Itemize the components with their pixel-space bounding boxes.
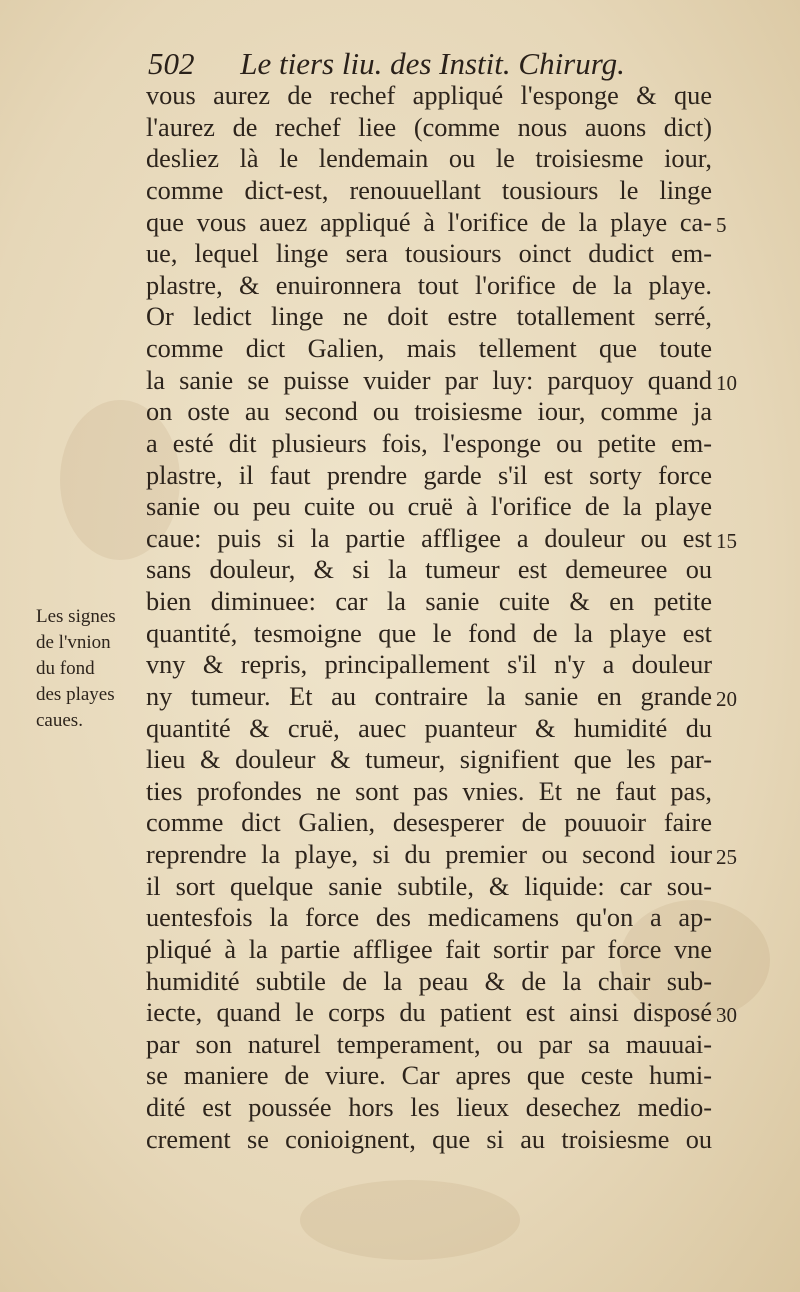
line-number: 25 bbox=[716, 845, 737, 870]
text-line: plastre, il faut prendre garde s'il est sorty force bbox=[146, 460, 712, 490]
text-line: la sanie se puisse vuider par luy: parquoy quand bbox=[146, 365, 712, 395]
text-line: quantité, tesmoigne que le fond de la playe est bbox=[146, 618, 712, 648]
folio-number: 502 bbox=[148, 46, 195, 81]
text-line: vny & repris, principallement s'il n'y a douleur bbox=[146, 650, 712, 680]
text-line: sans douleur, & si la tumeur est demeuree ou bbox=[146, 555, 712, 585]
line-number: 10 bbox=[716, 370, 737, 395]
margin-note-line: de l'vnion bbox=[36, 632, 111, 653]
text-line: pliqué à la partie affligee fait sortir par force vne bbox=[146, 934, 712, 964]
margin-note bbox=[36, 604, 146, 734]
line-number: 15 bbox=[716, 528, 737, 553]
text-line: caue: puis si la partie affligee a douleur ou est bbox=[146, 523, 712, 553]
text-line: bien diminuee: car la sanie cuite & en petite bbox=[146, 587, 712, 616]
text-line: il sort quelque sanie subtile, & liquide: car sou- bbox=[146, 871, 712, 901]
text-line: Or ledict linge ne doit estre totallement serré, bbox=[146, 302, 712, 332]
text-line: vous aurez de rechef appliqué l'esponge & que bbox=[146, 81, 712, 110]
line-number: 30 bbox=[716, 1003, 737, 1028]
line-number: 5 bbox=[716, 212, 727, 237]
text-line: par son naturel temperament, ou par sa mauuai- bbox=[146, 1029, 712, 1059]
text-line: ties profondes ne sont pas vnies. Et ne faut pas, bbox=[146, 776, 712, 806]
margin-note-line: caues. bbox=[36, 710, 83, 731]
text-line: a esté dit plusieurs fois, l'esponge ou petite em- bbox=[146, 428, 712, 458]
text-line: dité est poussée hors les lieux desechez medio- bbox=[146, 1093, 712, 1122]
text-line: reprendre la playe, si du premier ou second iour bbox=[146, 840, 712, 869]
text-line: crement se conioignent, que si au troisiesme ou bbox=[146, 1124, 712, 1154]
text-line: comme dict Galien, mais tellement que toute bbox=[146, 334, 712, 363]
text-line: plastre, & enuironnera tout l'orifice de la playe. bbox=[146, 270, 712, 300]
text-line: uentesfois la force des medicamens qu'on a ap- bbox=[146, 903, 712, 933]
text-line: se maniere de viure. Car apres que ceste humi- bbox=[146, 1061, 712, 1091]
text-line: desliez là le lendemain ou le troisiesme iour, bbox=[146, 144, 712, 174]
text-line: ue, lequel linge sera tousiours oinct dudict em- bbox=[146, 239, 712, 269]
text-line: sanie ou peu cuite ou cruë à l'orifice de la playe bbox=[146, 492, 712, 522]
margin-note-line: des playes bbox=[36, 684, 115, 705]
text-line: quantité & cruë, auec puanteur & humidité du bbox=[146, 713, 712, 743]
margin-note-line: du fond bbox=[36, 658, 95, 679]
text-line: ny tumeur. Et au contraire la sanie en grande bbox=[146, 681, 712, 711]
text-line: iecte, quand le corps du patient est ainsi disposé bbox=[146, 998, 712, 1028]
text-line: lieu & douleur & tumeur, signifient que les par- bbox=[146, 745, 712, 775]
text-line: humidité subtile de la peau & de la chair sub- bbox=[146, 966, 712, 996]
running-title: Le tiers liu. des Instit. Chirurg. bbox=[240, 46, 625, 81]
page-header bbox=[148, 46, 708, 82]
text-line: comme dict-est, renouuellant tousiours le linge bbox=[146, 175, 712, 205]
text-line: comme dict Galien, desesperer de pouuoir faire bbox=[146, 808, 712, 838]
line-number: 20 bbox=[716, 686, 737, 711]
text-line: l'aurez de rechef liee (comme nous auons dict) bbox=[146, 112, 712, 142]
text-line: que vous auez appliqué à l'orifice de la playe ca- bbox=[146, 207, 712, 237]
margin-note-line: Les signes bbox=[36, 606, 116, 627]
text-line: on oste au second ou troisiesme iour, comme ja bbox=[146, 397, 712, 427]
body-text bbox=[146, 80, 712, 1155]
